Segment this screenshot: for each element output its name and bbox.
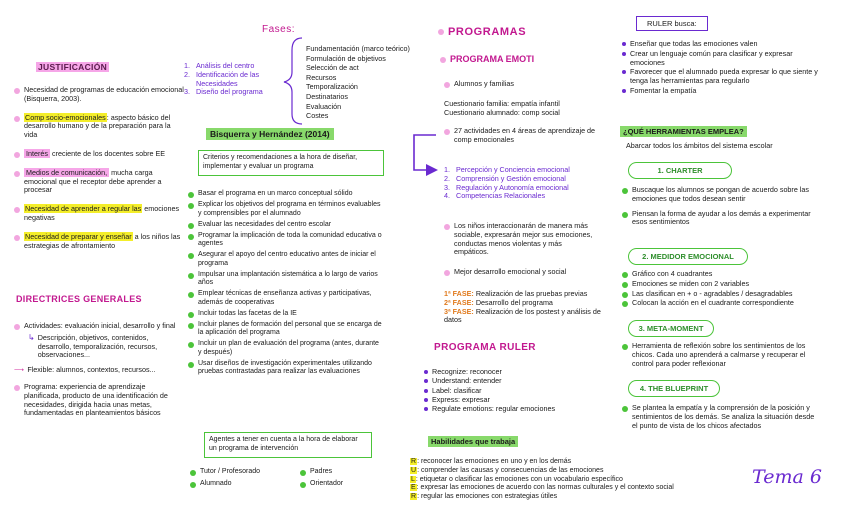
bisquerra-item: [188, 251, 384, 268]
acronym-item: [410, 484, 740, 493]
ruler-busca-list: [622, 40, 822, 97]
bisquerra-item-text: Impulsar una implantación sistemática a lo largo de varios años: [198, 270, 378, 286]
directrices-item-1-text: Actividades: evaluación inicial, desarrollo y final: [24, 321, 176, 330]
tool-4-desc: [622, 404, 818, 431]
acronym-letter: E: [411, 484, 416, 492]
brace-item: Evaluación: [306, 101, 342, 111]
tool-desc-item: [622, 210, 818, 228]
agent-alumnado-text: Alumnado: [200, 479, 232, 487]
bullet-icon: [622, 212, 628, 218]
ruler-item-text: Express: expresar: [432, 394, 490, 404]
emoti-block: [444, 80, 604, 148]
emoti-a1: [444, 80, 604, 89]
fase-2: 2. Identificación de las Necesidades: [184, 71, 284, 89]
area-num: 4.: [444, 191, 450, 201]
bullet-icon: [622, 406, 628, 412]
emoti-a5: [444, 222, 596, 260]
justificacion-item-text: Medios de comunicación, mucha carga emocional que el receptor debe aprender a procesar: [24, 167, 162, 195]
brace-icon: [282, 36, 306, 126]
ruler-list: [424, 368, 604, 414]
tool-1-desc: [622, 186, 818, 233]
tool-1-name: 1. CHARTER: [628, 162, 732, 179]
bullet-icon: [14, 171, 20, 177]
bullet-icon: [424, 389, 428, 393]
ruler-title: PROGRAMA RULER: [434, 342, 536, 353]
acronym-text: : regular las emociones con estrategias útiles: [417, 493, 558, 501]
bullet-icon: [300, 470, 306, 476]
fases-list: [184, 62, 284, 97]
tool-desc-text: Piensan la forma de ayudar a los demás a experimentar esos sentimientos: [632, 208, 811, 227]
ruler-item-text: Understand: entender: [432, 376, 502, 386]
tool-4-pill: [628, 380, 720, 397]
directrices-item-2-text: Flexible: alumnos, contextos, recursos...: [27, 365, 156, 375]
acronym-letter: U: [411, 466, 417, 474]
bisquerra-item-text: Programar la implicación de toda la comunidad educativa o agentes: [198, 231, 382, 247]
tool-desc-text: Colocan la acción en el cuadrante correspondiente: [632, 298, 794, 308]
acronym-letter: R: [411, 458, 417, 465]
arrow-areas-icon: [408, 132, 442, 182]
justificacion-item-text: Necesidad de aprender a regular las emociones negativas: [24, 204, 180, 222]
habilidades-title-text: Habilidades que trabaja: [431, 437, 516, 446]
bisquerra-item-text: Explicar los objetivos del programa en términos evaluables y comprensibles por el alumnado: [198, 201, 381, 217]
justificacion-item-text: Necesidad de programas de educación emocional (Bisquerra, 2003).: [24, 85, 184, 103]
justificacion-item: [14, 86, 184, 104]
acronym-item: [410, 476, 740, 485]
bullet-icon: [188, 253, 194, 259]
tool-desc-item: [622, 280, 822, 289]
ruler-busca-item: [622, 68, 822, 86]
justificacion-item-text: Comp socio-emocionales: aspecto básico del desarrollo humano y de la preparación para la vida: [24, 112, 171, 140]
tool-desc-text: Las clasifican en + o - agradables / desagradables: [632, 288, 793, 298]
bisquerra-item-text: Emplear técnicas de enseñanza activas y participativas, además de cooperativas: [198, 290, 372, 306]
areas-list: [444, 166, 604, 201]
ruler-busca-item: [622, 40, 822, 49]
bisquerra-item-text: Asegurar el apoyo del centro educativo antes de iniciar el programa: [198, 251, 376, 267]
bisquerra-item-text: Evaluar las necesidades del centro escolar: [198, 220, 332, 228]
bisquerra-item-text: Basar el programa en un marco conceptual sólido: [198, 190, 353, 197]
area-text: Competencias Relacionales: [456, 191, 546, 201]
bullet-icon: [188, 234, 194, 240]
ruler-busca-title: [636, 16, 708, 31]
tool-desc-item: [622, 299, 822, 308]
justificacion-item-text: Necesidad de preparar y enseñar a los niños las estrategias de afrontamiento: [24, 231, 181, 250]
acronym-letter: L: [411, 475, 415, 483]
acronym-item: [410, 493, 740, 502]
bullet-icon: [14, 385, 20, 391]
brace-item: Formulación de objetivos: [306, 53, 386, 63]
agent-alumnado: [190, 480, 300, 489]
fase-2-text: Identificación de las Necesidades: [196, 69, 260, 88]
ruler-busca-item: [622, 87, 822, 96]
brace-item: Fundamentación (marco teórico): [306, 44, 410, 53]
emoti-a6-text: Mejor desarrollo emocional y social: [454, 267, 567, 276]
tool-desc-text: Emociones se miden con 2 variables: [632, 278, 750, 288]
justificacion-list: [14, 86, 184, 260]
brace-list: [306, 44, 436, 121]
agent-padres: [300, 468, 343, 477]
bullet-icon: [188, 362, 194, 368]
bullet-icon: [622, 188, 628, 194]
acronym-text: : reconocer las emociones en uno y en los demás: [417, 458, 572, 465]
bullet-icon: [190, 482, 196, 488]
agent-orientador: [300, 480, 343, 489]
acronym-list: [410, 458, 740, 502]
area-item: [444, 192, 604, 201]
emoti-title-text: PROGRAMA EMOTI: [450, 54, 535, 64]
ruler-busca-item: [622, 50, 822, 68]
fase-prog-text: Realización de los postest y análisis de datos: [444, 306, 601, 325]
fase-prog-text: Desarrollo del programa: [473, 297, 553, 307]
emoti-a4-text: 27 actividades en 4 áreas de aprendizaje de comp emocionales: [454, 126, 596, 145]
bullet-icon: [622, 282, 628, 288]
emoti-a3: Cuestionario alumnado: comp social: [444, 107, 560, 117]
area-text: Regulación y Autonomía emocional: [456, 182, 569, 192]
tool-2-desc: [622, 270, 822, 309]
bisquerra-item: [188, 310, 384, 319]
tool-3-pill: [628, 320, 714, 337]
directrices-item-1: [14, 322, 182, 331]
bisquerra-item-text: Usar diseños de investigación experimentales utilizando pruebas contrastadas para realizar las evaluaciones: [198, 359, 372, 375]
bullet-icon: [440, 57, 446, 63]
bullet-icon: [188, 323, 194, 329]
bisquerra-list: [188, 190, 384, 379]
highlight: Necesidad de aprender a regular las: [25, 204, 142, 214]
fase-1: 1. Análisis del centro: [184, 61, 255, 70]
directrices-title: DIRECTRICES GENERALES: [16, 294, 142, 304]
bullet-icon: [622, 344, 628, 350]
bisquerra-item: [188, 232, 384, 249]
bullet-icon: [14, 88, 20, 94]
bisquerra-item: [188, 340, 384, 357]
bullet-icon: [300, 482, 306, 488]
herramientas-title-text: ¿QUÉ HERRAMIENTAS EMPLEA?: [623, 127, 744, 136]
bullet-icon: [438, 29, 444, 35]
bullet-icon: [622, 52, 626, 56]
bullet-icon: [622, 89, 626, 93]
brace-item: Recursos: [306, 72, 337, 82]
acronym-text: : expresar las emociones de acuerdo con las normas culturales y el contexto social: [416, 484, 674, 492]
bisquerra-item: [188, 290, 384, 307]
justificacion-item-text: Interés creciente de los docentes sobre EE: [26, 148, 166, 158]
programas-title-text: PROGRAMAS: [448, 26, 527, 38]
directrices-item-2: [14, 366, 182, 375]
ruler-busca-title-text: RULER busca:: [647, 19, 697, 28]
bullet-icon: [622, 292, 628, 298]
brace-item: Destinatarios: [306, 91, 348, 101]
brace-item: Selección de act: [306, 63, 359, 73]
agent-tutor: [190, 468, 300, 477]
agent-orientador-text: Orientador: [310, 479, 344, 487]
area-num: 1.: [444, 165, 450, 174]
bisquerra-item-text: Incluir todas las facetas de la IE: [198, 309, 297, 317]
tool-2-pill: [628, 248, 748, 265]
bullet-icon: [14, 324, 20, 330]
directrices-sub: [28, 334, 182, 360]
bullet-icon: [444, 129, 450, 135]
bisquerra-item: [188, 271, 384, 288]
emoti-a4: [444, 127, 604, 145]
bullet-icon: [188, 292, 194, 298]
acronym-item: [410, 458, 740, 467]
bullet-icon: [188, 273, 194, 279]
arrow-flexible-icon: ⟶: [14, 365, 25, 375]
justificacion-item: [14, 150, 184, 159]
acronym-item: [410, 467, 740, 476]
bullet-icon: [444, 82, 450, 88]
bisquerra-item-text: Incluir un plan de evaluación del programa (antes, durante y después): [198, 340, 379, 356]
directrices-sub-text: Descripción, objetivos, contenidos, desarrollo, temporalización, recursos, observaciones...: [37, 332, 158, 360]
tool-desc-item: [622, 186, 818, 204]
agents-list: [190, 468, 390, 492]
agent-padres-text: Padres: [310, 468, 333, 475]
ruler-busca-item-text: Favorecer que el alumnado pueda expresar lo que siente y tenga las herramientas para regularlo: [630, 67, 818, 86]
tool-desc-item: [622, 342, 818, 368]
fase-1-text: Análisis del centro: [196, 61, 255, 70]
justificacion-item: [14, 205, 184, 223]
bullet-icon: [444, 224, 450, 230]
ruler-item: [424, 405, 604, 414]
tool-4-name: 4. THE BLUEPRINT: [628, 380, 720, 397]
tool-2-name: 2. MEDIDOR EMOCIONAL: [628, 248, 748, 265]
ruler-item-text: Regulate emotions: regular emociones: [432, 404, 556, 414]
bisquerra-title: Bisquerra y Hernández (2014): [206, 128, 334, 140]
bisquerra-box: Criterios y recomendaciones a la hora de diseñar, implementar y evaluar un programa: [198, 150, 384, 176]
bullet-icon: [188, 312, 194, 318]
acronym-text: : etiquetar o clasificar las emociones con un vocabulario específico: [415, 475, 623, 483]
area-text: Comprensión y Gestión emocional: [456, 173, 566, 183]
justificacion-item: [14, 233, 184, 251]
fase-prog-label: 1ª FASE:: [444, 289, 474, 298]
directrices-item-3: [14, 383, 182, 418]
bisquerra-item: [188, 190, 384, 199]
tool-1-pill: [628, 162, 732, 179]
brace-item: Costes: [306, 111, 329, 121]
emoti-a1-text: Alumnos y familias: [454, 79, 514, 88]
bullet-icon: [14, 235, 20, 241]
ruler-busca-item-text: Fomentar la empatía: [630, 85, 697, 95]
fase-prog-label: 2ª FASE:: [444, 297, 474, 307]
area-num: 3.: [444, 182, 450, 192]
bullet-icon: [14, 116, 20, 122]
bullet-icon: [188, 203, 194, 209]
bisquerra-item: [188, 360, 384, 377]
fase-3: 3. Diseño del programa: [184, 87, 263, 97]
highlight: Comp socio-emocionales: [25, 112, 106, 122]
herramientas-title: [620, 126, 747, 137]
emoti-a5-text: Los niños interaccionarán de manera más sociable, expresarán mejor sus emociones, conductas menos violentas y más empáticos.: [454, 221, 593, 257]
acronym-letter: R: [411, 493, 417, 501]
bullet-icon: [190, 470, 196, 476]
fases-title: Fases:: [262, 24, 296, 35]
bisquerra-item: [188, 201, 384, 218]
ruler-item-text: Label: clasificar: [432, 385, 482, 395]
brace-item: Temporalización: [306, 82, 358, 92]
tool-desc-text: Se plantea la empatía y la comprensión de la posición y sentimientos de los demás. Se analiza la situación desde el punto de vista de los chicos afectados: [632, 403, 815, 430]
agent-tutor-text: Tutor / Profesorado: [200, 468, 261, 475]
bisquerra-item: [188, 221, 384, 230]
highlight: Interés: [26, 148, 48, 158]
bullet-icon: [14, 207, 20, 213]
arrow-icon: ↳: [28, 332, 35, 342]
fase-3-text: Diseño del programa: [196, 87, 263, 97]
fase-prog-item: [444, 308, 604, 326]
fase-prog-text: Realización de las pruebas previas: [473, 289, 588, 298]
emoti-a6: [444, 268, 604, 280]
herramientas-intro: Abarcar todos los ámbitos del sistema escolar: [626, 141, 773, 150]
tool-desc-text: Herramienta de reflexión sobre los sentimientos de los chicos. Cada uno aprenderá a calmarse y recuperar el control para poder reflexionar: [632, 341, 806, 368]
bisquerra-item-text: Incluir planes de formación del personal que se encarga de la aplicación del programa: [198, 320, 382, 336]
bullet-icon: [444, 270, 450, 276]
fase-prog-label: 3ª FASE:: [444, 306, 474, 316]
bullet-icon: [622, 272, 628, 278]
tool-desc-text: Gráfico con 4 cuadrantes: [632, 269, 713, 278]
bullet-icon: [188, 223, 194, 229]
tool-desc-item: [622, 404, 818, 430]
ruler-item-text: Recognize: reconocer: [432, 367, 502, 376]
bullet-icon: [424, 379, 428, 383]
agents-box: Agentes a tener en cuenta a la hora de elaborar un programa de intervención: [204, 432, 372, 458]
area-text: Percepción y Conciencia emocional: [456, 165, 570, 174]
programas-title: [438, 26, 526, 38]
emoti-a2: Cuestionario familia: empatía infantil: [444, 98, 560, 108]
fases-prog-list: [444, 290, 604, 325]
directrices-block: [14, 322, 182, 421]
ruler-busca-item-text: Enseñar que todas las emociones valen: [630, 39, 758, 48]
bisquerra-item: [188, 321, 384, 338]
bullet-icon: [424, 370, 428, 374]
bullet-icon: [622, 70, 626, 74]
habilidades-title: [428, 436, 518, 447]
bullet-icon: [424, 398, 428, 402]
tool-desc-item: [622, 270, 822, 279]
highlight: Medios de comunicación,: [26, 167, 108, 177]
bullet-icon: [14, 152, 20, 158]
tema-label: Tema 6: [752, 466, 822, 488]
justificacion-title: JUSTIFICACIÓN: [38, 62, 108, 72]
ruler-busca-item-text: Crear un lenguaje común para clasificar y expresar emociones: [630, 48, 793, 67]
bullet-icon: [622, 301, 628, 307]
bullet-icon: [622, 42, 626, 46]
tool-desc-text: Buscaque los alumnos se pongan de acuerdo sobre las emociones que todos desean sentir: [632, 185, 810, 203]
acronym-text: : comprender las causas y consecuencias de las emociones: [417, 466, 604, 474]
bullet-icon: [424, 407, 428, 411]
emoti-title: [440, 54, 534, 64]
directrices-item-3-text: Programa: experiencia de aprendizaje planificada, producto de una identificación de necesidades, dirigida hacia unas metas, fundamentadas en planteamientos básicos: [24, 381, 168, 418]
area-num: 2.: [444, 173, 450, 183]
bullet-icon: [188, 342, 194, 348]
tool-3-name: 3. META-MOMENT: [628, 320, 714, 337]
ruler-item: [424, 377, 604, 386]
justificacion-item: [14, 114, 184, 140]
highlight: Necesidad de preparar y enseñar: [25, 231, 132, 241]
bullet-icon: [188, 192, 194, 198]
tool-3-desc: [622, 342, 818, 369]
tool-desc-item: [622, 290, 822, 299]
justificacion-item: [14, 169, 184, 195]
